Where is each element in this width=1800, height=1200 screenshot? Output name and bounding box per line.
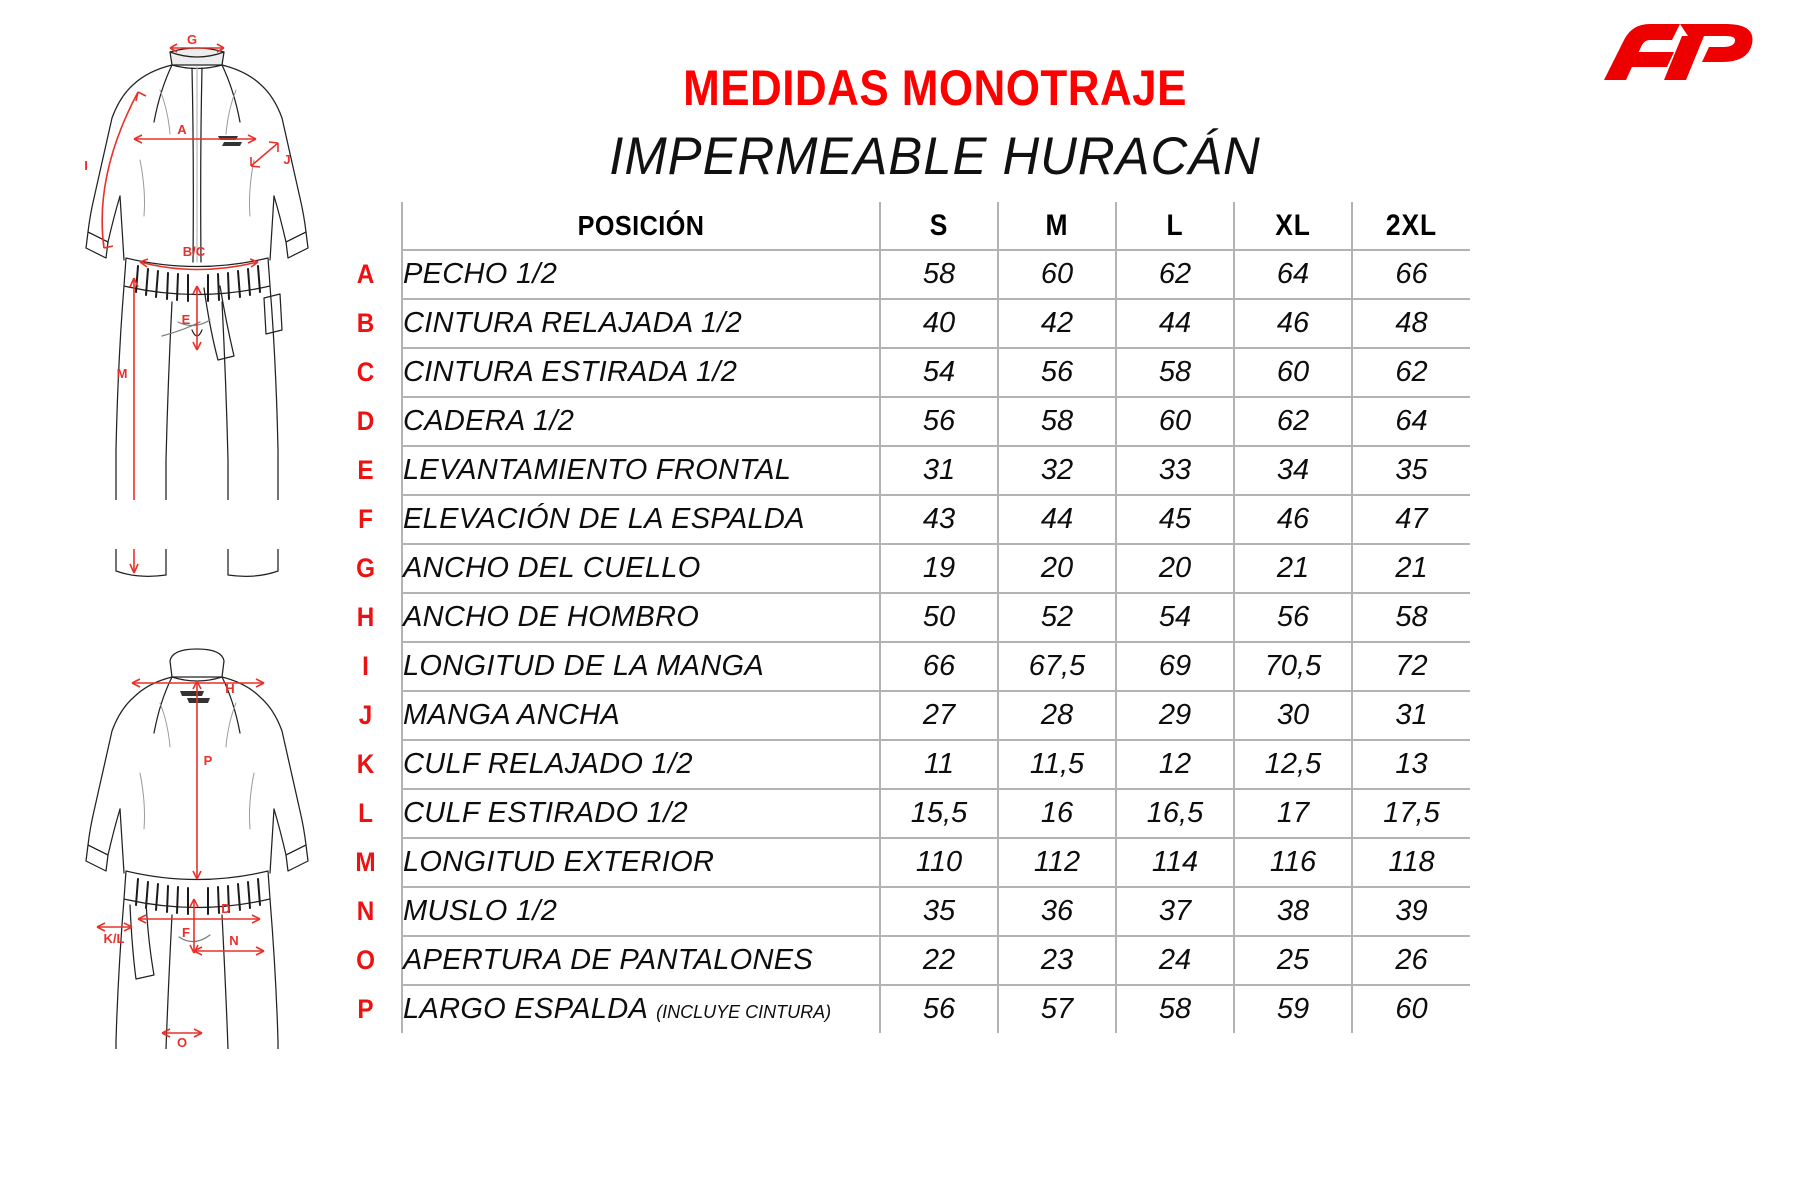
row-position-label: CADERA 1/2 xyxy=(403,405,575,437)
row-position xyxy=(402,936,880,985)
row-letter: O xyxy=(356,945,375,975)
table-row xyxy=(330,838,1470,887)
value-s: 54 xyxy=(880,348,998,397)
value-m: 112 xyxy=(998,838,1116,887)
value-2xl: 66 xyxy=(1352,250,1470,299)
page-title: MEDIDAS MONOTRAJE xyxy=(683,60,1187,116)
value-xl: 25 xyxy=(1234,936,1352,985)
row-position xyxy=(402,397,880,446)
header-size-l: L xyxy=(1123,202,1227,250)
row-position-label: PECHO 1/2 xyxy=(403,258,558,290)
value-s: 31 xyxy=(880,446,998,495)
value-s: 19 xyxy=(880,544,998,593)
table-header-row xyxy=(330,202,1470,250)
row-letter: A xyxy=(356,259,375,289)
value-m: 60 xyxy=(998,250,1116,299)
row-letter: P xyxy=(357,994,374,1024)
value-xl: 30 xyxy=(1234,691,1352,740)
value-2xl: 17,5 xyxy=(1352,789,1470,838)
value-l: 44 xyxy=(1116,299,1234,348)
value-xl: 59 xyxy=(1234,985,1352,1033)
row-position-label: LEVANTAMIENTO FRONTAL xyxy=(403,454,792,486)
value-m: 56 xyxy=(998,348,1116,397)
row-position xyxy=(402,299,880,348)
header-size-xl: XL xyxy=(1241,202,1345,250)
value-m: 23 xyxy=(998,936,1116,985)
value-l: 45 xyxy=(1116,495,1234,544)
table-body xyxy=(330,250,1470,1033)
page-subtitle: IMPERMEABLE HURACÁN xyxy=(609,126,1261,186)
row-position xyxy=(402,250,880,299)
row-position xyxy=(402,838,880,887)
table-row xyxy=(330,495,1470,544)
table-row xyxy=(330,250,1470,299)
value-m: 42 xyxy=(998,299,1116,348)
label-E: E xyxy=(181,312,191,327)
row-letter: F xyxy=(358,504,373,534)
label-KL: K/L xyxy=(103,931,125,946)
table-row xyxy=(330,887,1470,936)
value-2xl: 64 xyxy=(1352,397,1470,446)
row-letter: C xyxy=(356,357,375,387)
value-l: 33 xyxy=(1116,446,1234,495)
value-l: 114 xyxy=(1116,838,1234,887)
value-l: 62 xyxy=(1116,250,1234,299)
row-letter: L xyxy=(358,798,373,828)
row-position xyxy=(402,642,880,691)
value-l: 20 xyxy=(1116,544,1234,593)
row-letter: M xyxy=(355,847,376,877)
row-position-label: ANCHO DEL CUELLO xyxy=(403,552,701,584)
row-position xyxy=(402,985,880,1033)
row-position xyxy=(402,593,880,642)
value-l: 24 xyxy=(1116,936,1234,985)
row-letter: H xyxy=(356,602,375,632)
value-xl: 62 xyxy=(1234,397,1352,446)
value-l: 16,5 xyxy=(1116,789,1234,838)
label-F: F xyxy=(182,925,190,940)
header-size-m: M xyxy=(1005,202,1109,250)
label-N: N xyxy=(229,933,239,948)
table-row xyxy=(330,985,1470,1033)
label-M: M xyxy=(116,366,128,381)
value-l: 29 xyxy=(1116,691,1234,740)
label-I: I xyxy=(84,158,88,173)
value-m: 28 xyxy=(998,691,1116,740)
value-xl: 46 xyxy=(1234,299,1352,348)
value-l: 54 xyxy=(1116,593,1234,642)
value-xl: 38 xyxy=(1234,887,1352,936)
row-position xyxy=(402,691,880,740)
value-s: 43 xyxy=(880,495,998,544)
value-2xl: 35 xyxy=(1352,446,1470,495)
value-s: 66 xyxy=(880,642,998,691)
row-position xyxy=(402,446,880,495)
value-s: 56 xyxy=(880,985,998,1033)
value-2xl: 48 xyxy=(1352,299,1470,348)
value-l: 58 xyxy=(1116,348,1234,397)
value-s: 50 xyxy=(880,593,998,642)
fp-logo xyxy=(1594,14,1764,92)
measurements-table xyxy=(330,202,1470,1033)
row-position-note: (INCLUYE CINTURA) xyxy=(656,1002,832,1022)
technical-drawings xyxy=(42,24,352,1184)
row-position-label: ELEVACIÓN DE LA ESPALDA xyxy=(403,503,805,535)
row-letter: N xyxy=(356,896,375,926)
value-l: 12 xyxy=(1116,740,1234,789)
value-2xl: 21 xyxy=(1352,544,1470,593)
value-xl: 60 xyxy=(1234,348,1352,397)
table-row xyxy=(330,544,1470,593)
value-2xl: 47 xyxy=(1352,495,1470,544)
value-xl: 64 xyxy=(1234,250,1352,299)
value-l: 37 xyxy=(1116,887,1234,936)
value-xl: 12,5 xyxy=(1234,740,1352,789)
row-position-label: LARGO ESPALDA xyxy=(403,993,649,1025)
value-2xl: 72 xyxy=(1352,642,1470,691)
table-row xyxy=(330,446,1470,495)
row-position-label: LONGITUD DE LA MANGA xyxy=(403,650,765,682)
row-position-label: MANGA ANCHA xyxy=(403,699,621,731)
label-J: J xyxy=(283,152,291,167)
row-position xyxy=(402,495,880,544)
value-m: 32 xyxy=(998,446,1116,495)
value-m: 57 xyxy=(998,985,1116,1033)
table-row xyxy=(330,936,1470,985)
value-2xl: 39 xyxy=(1352,887,1470,936)
row-position xyxy=(402,887,880,936)
table-row xyxy=(330,299,1470,348)
table-row xyxy=(330,691,1470,740)
row-position-label: CULF ESTIRADO 1/2 xyxy=(403,797,688,829)
value-l: 69 xyxy=(1116,642,1234,691)
value-2xl: 62 xyxy=(1352,348,1470,397)
table-row xyxy=(330,740,1470,789)
table-row xyxy=(330,642,1470,691)
row-position-label: CULF RELAJADO 1/2 xyxy=(403,748,693,780)
value-2xl: 58 xyxy=(1352,593,1470,642)
value-s: 40 xyxy=(880,299,998,348)
row-letter: J xyxy=(358,700,373,730)
value-m: 67,5 xyxy=(998,642,1116,691)
row-position-label: CINTURA ESTIRADA 1/2 xyxy=(403,356,738,388)
row-position-label: ANCHO DE HOMBRO xyxy=(403,601,700,633)
header-size-s: S xyxy=(887,202,991,250)
value-l: 58 xyxy=(1116,985,1234,1033)
table-row xyxy=(330,348,1470,397)
row-position xyxy=(402,789,880,838)
label-P: P xyxy=(203,753,213,768)
value-xl: 21 xyxy=(1234,544,1352,593)
value-xl: 70,5 xyxy=(1234,642,1352,691)
value-m: 58 xyxy=(998,397,1116,446)
row-letter: B xyxy=(356,308,375,338)
header-posicion: POSICIÓN xyxy=(426,202,856,250)
value-m: 52 xyxy=(998,593,1116,642)
row-letter: K xyxy=(356,749,375,779)
label-A: A xyxy=(177,122,187,137)
row-position-label: APERTURA DE PANTALONES xyxy=(403,944,814,976)
value-2xl: 60 xyxy=(1352,985,1470,1033)
value-2xl: 26 xyxy=(1352,936,1470,985)
header-letter-spacer xyxy=(330,202,402,250)
label-D: D xyxy=(221,901,231,916)
table-row xyxy=(330,593,1470,642)
value-s: 56 xyxy=(880,397,998,446)
row-position-label: LONGITUD EXTERIOR xyxy=(403,846,715,878)
row-position-label: CINTURA RELAJADA 1/2 xyxy=(403,307,743,339)
value-m: 20 xyxy=(998,544,1116,593)
value-l: 60 xyxy=(1116,397,1234,446)
row-position xyxy=(402,740,880,789)
suit-front-diagram xyxy=(42,30,352,500)
value-xl: 17 xyxy=(1234,789,1352,838)
value-s: 35 xyxy=(880,887,998,936)
value-2xl: 13 xyxy=(1352,740,1470,789)
label-G: G xyxy=(186,32,198,47)
label-H: H xyxy=(225,681,235,696)
value-s: 22 xyxy=(880,936,998,985)
value-m: 16 xyxy=(998,789,1116,838)
row-position xyxy=(402,348,880,397)
suit-back-diagram xyxy=(42,549,352,1049)
value-s: 58 xyxy=(880,250,998,299)
value-2xl: 31 xyxy=(1352,691,1470,740)
row-letter: D xyxy=(356,406,375,436)
row-position-label: MUSLO 1/2 xyxy=(403,895,558,927)
table-row xyxy=(330,397,1470,446)
value-2xl: 118 xyxy=(1352,838,1470,887)
value-xl: 116 xyxy=(1234,838,1352,887)
value-xl: 46 xyxy=(1234,495,1352,544)
row-position xyxy=(402,544,880,593)
value-m: 44 xyxy=(998,495,1116,544)
value-xl: 34 xyxy=(1234,446,1352,495)
page-title-block xyxy=(380,62,1490,184)
value-s: 27 xyxy=(880,691,998,740)
value-m: 11,5 xyxy=(998,740,1116,789)
measurements-table-wrap xyxy=(330,202,1770,1033)
table-row xyxy=(330,789,1470,838)
value-s: 110 xyxy=(880,838,998,887)
label-BC: B/C xyxy=(182,244,206,259)
row-letter: G xyxy=(356,553,375,583)
value-xl: 56 xyxy=(1234,593,1352,642)
row-letter: E xyxy=(357,455,374,485)
header-size-2xl: 2XL xyxy=(1359,202,1463,250)
value-m: 36 xyxy=(998,887,1116,936)
label-O: O xyxy=(176,1035,188,1049)
row-letter: I xyxy=(362,651,369,681)
value-s: 15,5 xyxy=(880,789,998,838)
value-s: 11 xyxy=(880,740,998,789)
